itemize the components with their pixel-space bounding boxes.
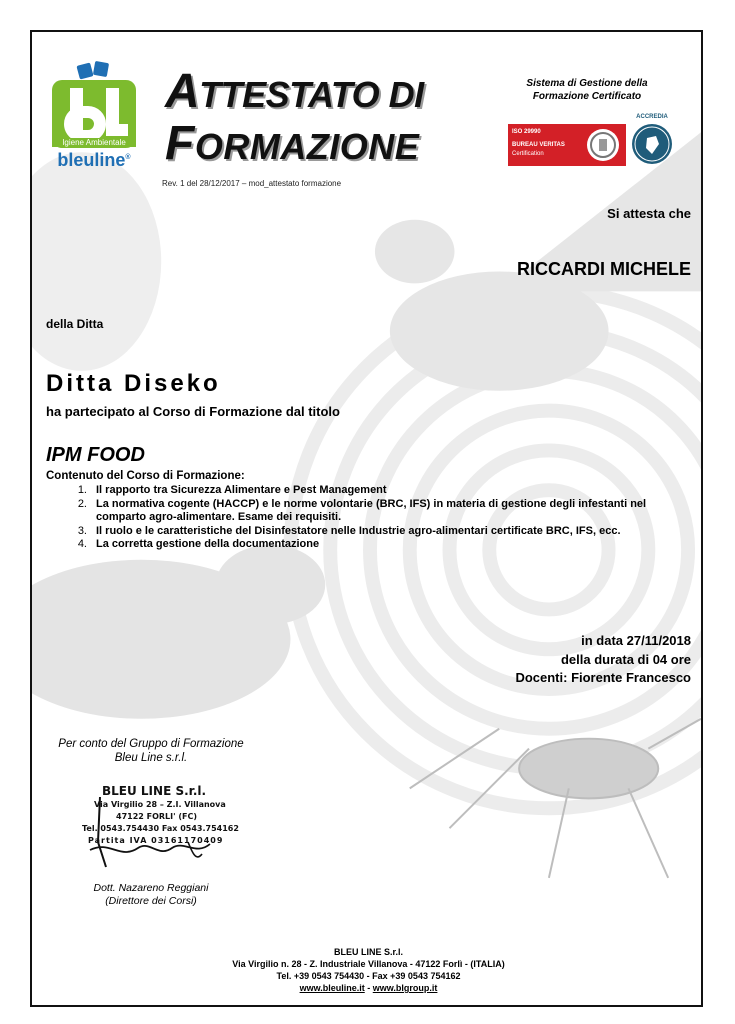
footer-company: BLEU LINE S.r.l. [333, 947, 403, 957]
on-behalf-label: Per conto del Gruppo di Formazione Bleu Line s.r.l. [58, 738, 244, 764]
attests-label: Si attesta che [607, 206, 691, 221]
logo-tagline: Igiene Ambientale [52, 138, 136, 147]
topic-item: 4. La corretta gestione della documentazione [77, 538, 320, 550]
course-duration: della durata di 04 ore [560, 651, 691, 667]
revision-note: Rev. 1 del 28/12/2017 – mod_attestato formazione [162, 179, 342, 188]
footer [32, 946, 703, 994]
logo-mark-icon [48, 60, 140, 150]
footer-websites: www.bleuline.it - www.blgroup.it [299, 983, 438, 993]
footer-address: Via Virgilio n. 28 - Z. Industriale Villanova - 47122 Forlì - (ITALIA) [232, 959, 505, 969]
accredia-badge: ACCREDIA [632, 124, 672, 164]
accredia-logo-icon [632, 124, 672, 164]
company-label: della Ditta [46, 317, 104, 331]
topic-item: 3. Il ruolo e le caratteristiche del Disinfestatore nelle Industrie agro-alimentari certificate BRC, IFS, ecc. [77, 524, 621, 537]
participant-name: RICCARDI MICHELE [517, 259, 691, 279]
bureau-veritas-badge: ISO 29990 BUREAU VERITAS Certification [508, 124, 626, 166]
bureau-veritas-seal-icon [586, 127, 620, 163]
participation-statement: ha partecipato al Corso di Formazione dal titolo [46, 404, 340, 419]
title-line-2: FORMAZIONE [165, 117, 420, 170]
company-name: Ditta Diseko [46, 370, 221, 397]
certificate-frame [30, 30, 703, 1007]
bleuline-logo [48, 60, 140, 185]
course-title: IPM FOOD [46, 444, 145, 466]
website-link-bleuline[interactable]: www.bleuline.it [299, 983, 365, 993]
company-stamp: BLEU LINE S.r.l. Via Virgilio 28 – Z.I. Villanova 47122 FORLI' (FC) Tel. 0543.754430 Fax 0543.754162 Partita IVA 03161170409 [80, 782, 235, 872]
course-topics-list [56, 484, 686, 552]
footer-phones: Tel. +39 0543 754430 - Fax +39 0543 754162 [276, 971, 461, 981]
course-director: Dott. Nazareno Reggiani (Direttore dei Corsi) [93, 882, 209, 907]
mouse-silhouette [32, 545, 325, 719]
logo-brand-name: bleuline® [57, 150, 131, 170]
course-contents-label: Contenuto del Corso di Formazione: [46, 470, 245, 482]
course-details [515, 632, 691, 688]
course-teachers: Docenti: Fiorente Francesco [515, 670, 691, 685]
website-link-blgroup[interactable]: www.blgroup.it [372, 983, 438, 993]
handwritten-signature-icon [80, 782, 235, 872]
course-date: in data 27/11/2018 [581, 633, 691, 648]
topic-item: 1. Il rapporto tra Sicurezza Alimentare e Pest Management [77, 484, 387, 496]
title-line-1: ATTESTATO DI [165, 65, 424, 118]
certified-system-label: Sistema di Gestione della Formazione Certificato [526, 78, 648, 102]
topic-item: 2. La normativa cogente (HACCP) e le norme volontarie (BRC, IFS) in materia di gestione degli infestanti nel comparto agro-alimentare. Esame dei requisiti. [77, 497, 647, 523]
